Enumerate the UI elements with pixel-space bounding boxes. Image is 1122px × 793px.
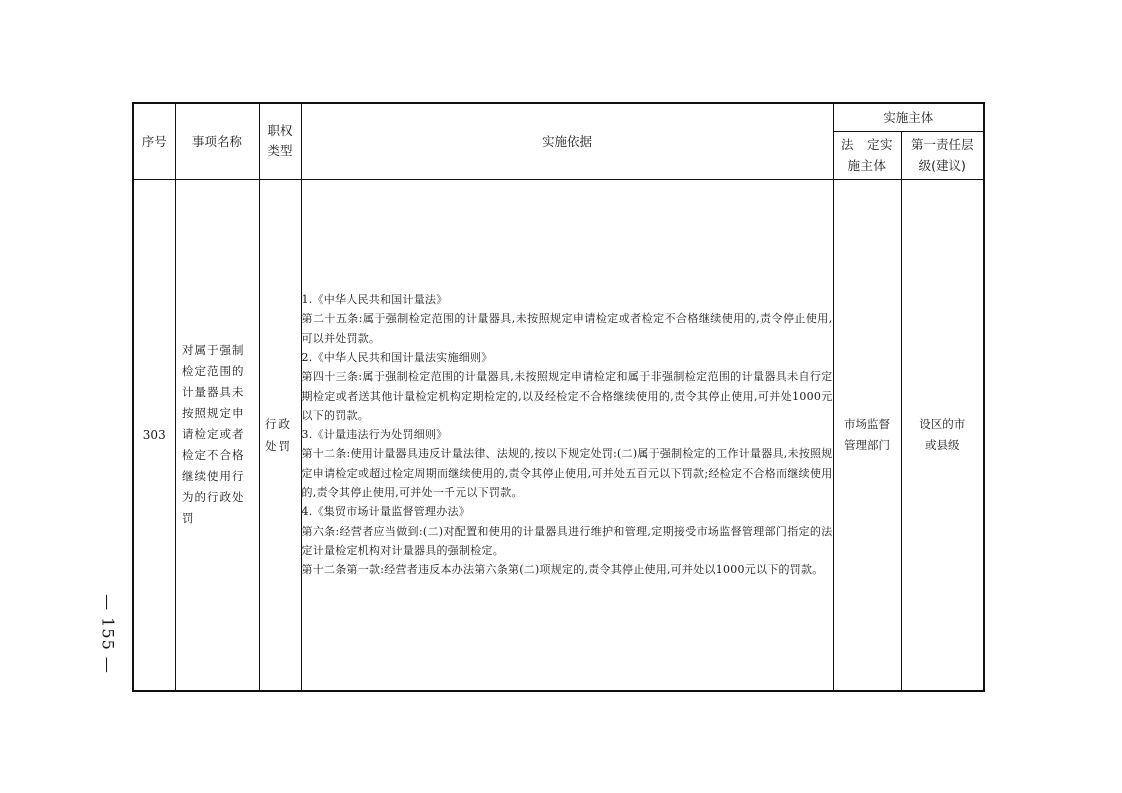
authority-table bbox=[132, 102, 985, 692]
header-power-type bbox=[259, 103, 301, 179]
header-basis: 实施依据 bbox=[301, 103, 833, 179]
row-legal-subject-cell bbox=[833, 179, 901, 691]
header-legal-subject-label: 法 定实施主体 bbox=[840, 137, 893, 173]
row-legal-subject: 市场监督管理部门 bbox=[844, 416, 890, 452]
header-subject-group: 实施主体 bbox=[833, 103, 984, 131]
header-first-level bbox=[901, 131, 984, 179]
header-row bbox=[133, 103, 984, 131]
basis-line: 第二十五条:属于强制检定范围的计量器具,未按照规定申请检定或者检定不合格继续使用的,责令停止使用,可以并处罚款。 bbox=[301, 312, 833, 345]
basis-line: 第十二条第一款:经营者违反本办法第六条第(二)项规定的,责令其停止使用,可并处以1000元以下的罚款。 bbox=[301, 563, 824, 577]
basis-line: 第十二条:使用计量器具违反计量法律、法规的,按以下规定处罚:(二)属于强制检定的工作计量器具,未按照规定申请检定或超过检定周期而继续使用的,责令其停止使用,可并处五百元以下罚款;经检定不合格而继续使用的,责令其停止使用,可并处一千元以下罚款。 bbox=[301, 447, 833, 499]
basis-line: 第六条:经营者应当做到:(二)对配置和使用的计量器具进行维护和管理,定期接受市场监督管理部门指定的法定计量检定机构对计量器具的强制检定。 bbox=[301, 524, 833, 557]
page-number bbox=[86, 592, 130, 676]
basis-line: 4.《集贸市场计量监督管理办法》 bbox=[301, 505, 470, 519]
table-row bbox=[133, 179, 984, 691]
header-first-level-label: 第一责任层级(建议) bbox=[910, 137, 974, 173]
basis-line: 1.《中华人民共和国计量法》 bbox=[301, 293, 448, 307]
row-item-name-cell bbox=[175, 179, 259, 691]
header-seq: 序号 bbox=[133, 103, 175, 179]
row-basis bbox=[301, 179, 833, 691]
row-power-type-cell bbox=[259, 179, 301, 691]
page-number-text: — 155 — bbox=[98, 594, 118, 674]
header-item-name: 事项名称 bbox=[175, 103, 259, 179]
row-item-name: 对属于强制检定范围的计量器具未按照规定申请检定或者检定不合格继续使用行为的行政处罚 bbox=[182, 343, 245, 526]
row-number: 303 bbox=[133, 179, 175, 691]
header-power-type-label: 职权类型 bbox=[267, 123, 293, 159]
row-first-level: 设区的市或县级 bbox=[919, 416, 966, 452]
header-legal-subject bbox=[833, 131, 901, 179]
basis-line: 3.《计量违法行为处罚细则》 bbox=[301, 428, 448, 442]
basis-line: 第四十三条:属于强制检定范围的计量器具,未按照规定申请检定和属于非强制检定范围的计量器具未自行定期检定或者送其他计量检定机构定期检定的,以及经检定不合格继续使用的,责令其停止使用,可并处1000元以下的罚款。 bbox=[301, 370, 833, 422]
basis-line: 2.《中华人民共和国计量法实施细则》 bbox=[301, 350, 493, 364]
row-first-level-cell bbox=[901, 179, 984, 691]
row-power-type: 行政处罚 bbox=[265, 416, 292, 453]
